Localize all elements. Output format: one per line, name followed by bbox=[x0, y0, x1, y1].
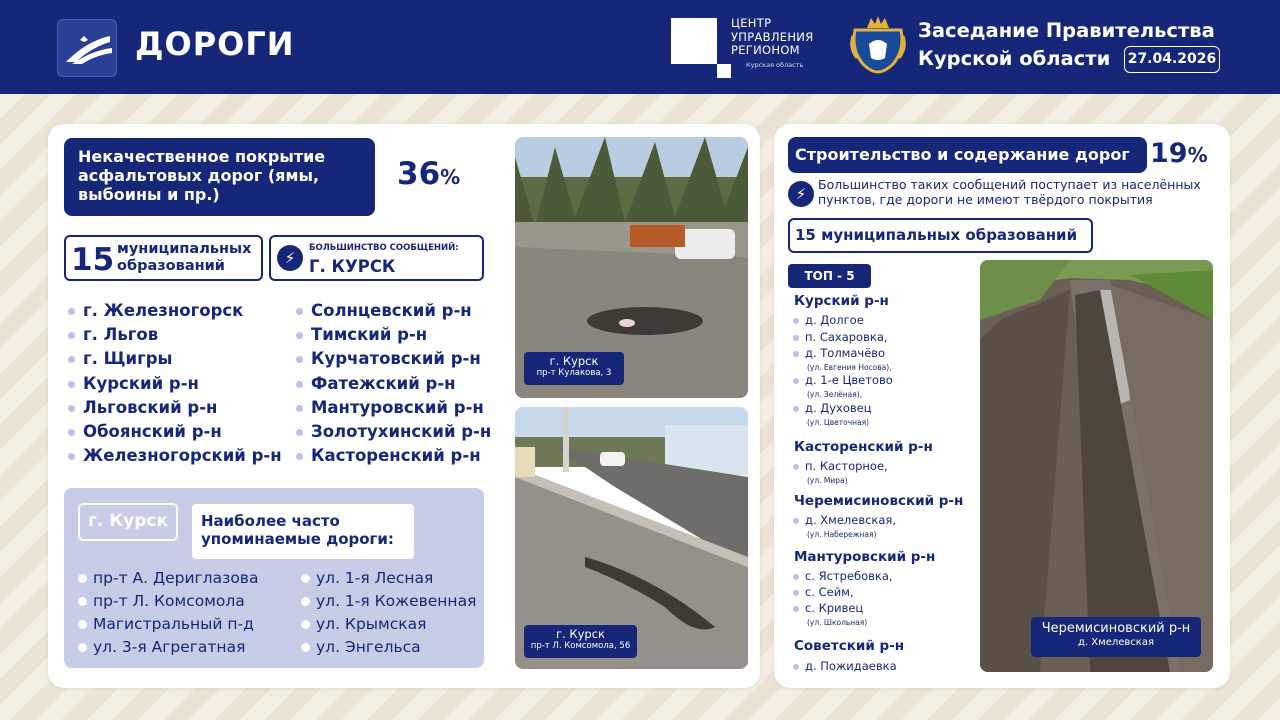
majority-city: Г. КУРСК bbox=[309, 257, 396, 276]
meeting-date: 27.04.2026 bbox=[1124, 46, 1220, 73]
list-item: ул. 1-я Лесная bbox=[301, 568, 476, 591]
page-title: ДОРОГИ bbox=[135, 25, 295, 63]
districts-list-1 bbox=[68, 300, 282, 469]
district-heading: Курский р-н bbox=[794, 293, 889, 309]
list-item-note: (ул. Зелёная), bbox=[807, 390, 863, 399]
issue-percent: 36% bbox=[397, 156, 461, 192]
photo1-caption: г. Курск пр-т Кулакова, 3 bbox=[524, 352, 624, 385]
list-item: Железногорский р-н bbox=[68, 445, 282, 469]
list-item: д. Долгое bbox=[805, 313, 864, 327]
roads-logo bbox=[57, 19, 117, 77]
list-item: Фатежский р-н bbox=[296, 373, 491, 397]
lightning-icon: ⚡︎ bbox=[788, 181, 814, 207]
list-item-note: (ул. Евгения Носова), bbox=[807, 363, 892, 372]
list-item: с. Ястребовка, bbox=[805, 569, 893, 583]
list-item: Льговский р-н bbox=[68, 397, 282, 421]
build-muni: 15 муниципальных образований bbox=[788, 218, 1093, 253]
gov-title-line1: Заседание Правительства bbox=[918, 19, 1215, 42]
list-item: ул. Энгельса bbox=[301, 637, 476, 660]
photo-dirt-road bbox=[980, 260, 1213, 672]
list-item: Тимский р-н bbox=[296, 324, 491, 348]
center-logo-subtitle: Курская область bbox=[746, 61, 804, 69]
list-item: г. Щигры bbox=[68, 348, 282, 372]
list-item: с. Сейм, bbox=[805, 585, 854, 599]
list-item: Касторенский р-н bbox=[296, 445, 491, 469]
district-heading: Мантуровский р-н bbox=[794, 549, 936, 565]
center-logo-icon bbox=[671, 18, 733, 80]
list-item: ул. Крымская bbox=[301, 614, 476, 637]
issue-title: Некачественное покрытие асфальтовых дорог (ямы, выбоины и пр.) bbox=[64, 138, 375, 216]
roads-list-1 bbox=[78, 568, 258, 660]
list-item: Курчатовский р-н bbox=[296, 348, 491, 372]
list-item: г. Железногорск bbox=[68, 300, 282, 324]
majority-box bbox=[269, 235, 484, 281]
photo2-caption: г. Курск пр-т Л. Комсомола, 56 bbox=[524, 625, 637, 658]
list-item: Обоянский р-н bbox=[68, 421, 282, 445]
district-heading: Советский р-н bbox=[794, 638, 905, 654]
districts-list-2 bbox=[296, 300, 491, 469]
lightning-icon: ⚡︎ bbox=[277, 245, 303, 271]
gov-title-line2: Курской области bbox=[918, 47, 1111, 70]
roads-city: г. Курск bbox=[78, 503, 178, 541]
build-percent: 19% bbox=[1150, 138, 1208, 169]
list-item-note: (ул. Цветочная) bbox=[807, 418, 870, 427]
district-heading: Касторенский р-н bbox=[794, 439, 933, 455]
muni-count-box bbox=[64, 235, 263, 281]
build-title: Строительство и содержание дорог bbox=[788, 137, 1147, 173]
roads-title: Наиболее часто упоминаемые дороги: bbox=[192, 504, 414, 559]
list-item-note: (ул. Набережная) bbox=[807, 530, 877, 539]
list-item: Мантуровский р-н bbox=[296, 397, 491, 421]
majority-label: БОЛЬШИНСТВО СООБЩЕНИЙ: bbox=[309, 243, 459, 253]
list-item: г. Льгов bbox=[68, 324, 282, 348]
district-heading: Черемисиновский р-н bbox=[794, 493, 964, 509]
list-item: ул. 3-я Агрегатная bbox=[78, 637, 258, 660]
list-item: д. Духовец bbox=[805, 401, 872, 415]
list-item: ул. 1-я Кожевенная bbox=[301, 591, 476, 614]
center-logo-text: ЦЕНТР УПРАВЛЕНИЯ РЕГИОНОМ bbox=[731, 16, 814, 57]
list-item-note: (ул. Школьная) bbox=[807, 618, 868, 627]
list-item: д. Пожидаевка bbox=[805, 659, 897, 673]
list-item: пр-т Л. Комсомола bbox=[78, 591, 258, 614]
list-item: Солнцевский р-н bbox=[296, 300, 491, 324]
list-item: Магистральный п-д bbox=[78, 614, 258, 637]
top5-label: ТОП - 5 bbox=[788, 264, 871, 288]
roads-list-2 bbox=[301, 568, 476, 660]
list-item: п. Касторное, bbox=[805, 459, 888, 473]
list-item: с. Кривец bbox=[805, 601, 864, 615]
photo3-caption: Черемисиновский р-н д. Хмелевская bbox=[1031, 617, 1201, 657]
muni-label: муниципальных образований bbox=[117, 241, 252, 274]
coat-of-arms-icon bbox=[849, 14, 907, 74]
muni-count: 15 bbox=[71, 242, 115, 278]
list-item: пр-т А. Дериглазова bbox=[78, 568, 258, 591]
list-item: п. Сахаровка, bbox=[805, 330, 888, 344]
list-item-note: (ул. Мира) bbox=[807, 476, 848, 485]
list-item: д. 1-е Цветово bbox=[805, 373, 893, 387]
list-item: Курский р-н bbox=[68, 373, 282, 397]
road-icon bbox=[58, 20, 118, 78]
list-item: Золотухинский р-н bbox=[296, 421, 491, 445]
list-item: д. Толмачёво bbox=[805, 346, 886, 360]
build-note: Большинство таких сообщений поступает из населённых пунктов, где дороги не имеют твёрдого покрытия bbox=[818, 177, 1201, 207]
list-item: д. Хмелевская, bbox=[805, 513, 896, 527]
